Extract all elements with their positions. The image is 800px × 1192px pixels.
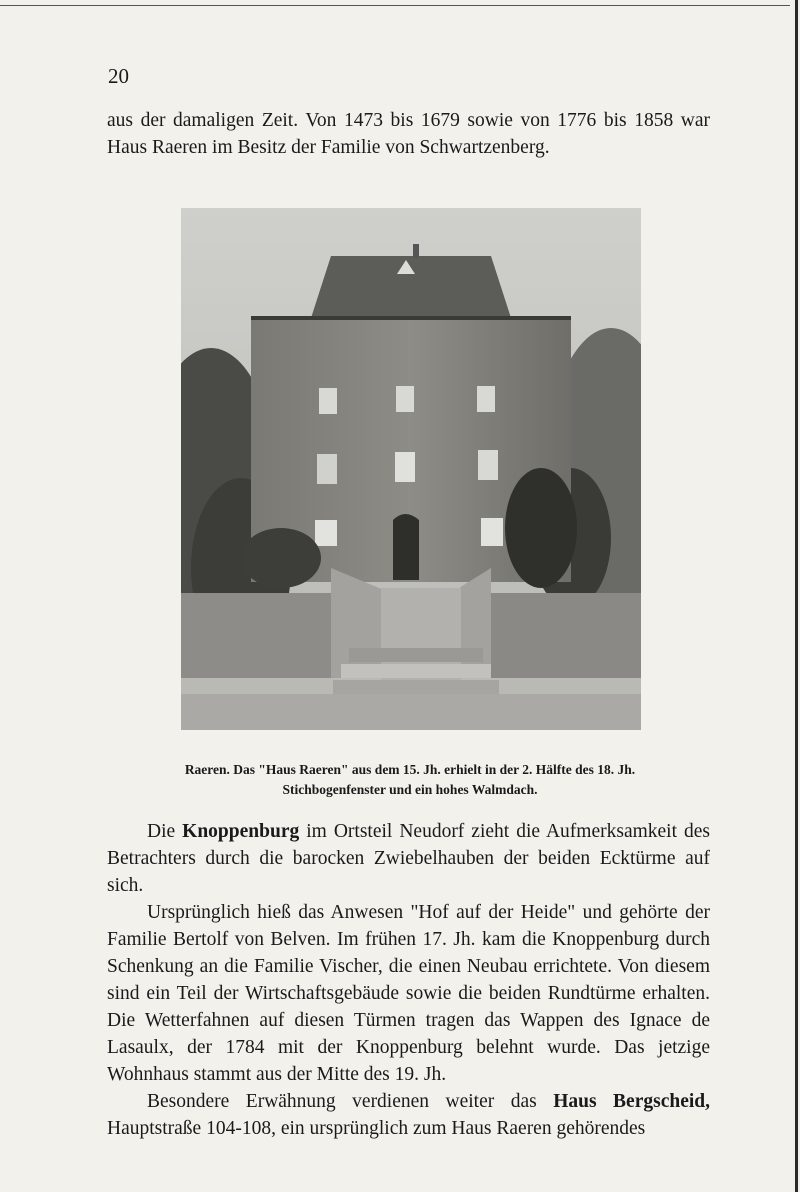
paragraph-text: Hauptstraße 104-108, ein ursprünglich zum Haus Raeren gehörendes [107,1118,646,1139]
paragraph-text: Besondere Erwähnung verdienen weiter das [147,1091,554,1112]
paragraph-history: Ursprünglich hieß das Anwesen "Hof auf der Heide" und gehörte der Familie Bertolf von Belven. Im frühen 17. Jh. kam die Knoppenburg durch Schenkung an die Familie Vischer, die einen Neubau errichtete. Von diesem sind ein Teil der Wirtschaftsgebäude sowie die beiden Rundtürme erhalten. Die Wetterfahnen auf diesen Türmen tragen das Wappen des Ignace de Lasaulx, der 1784 mit der Knoppenburg belehnt wurde. Das jetzige Wohnhaus stammt aus der Mitte des 19. Jh. [107,902,710,1085]
page-number: 20 [108,64,129,88]
page-edge-shadow [795,0,798,1192]
paragraph-text: Die [147,821,183,842]
intro-text [107,107,710,161]
bold-term-bergscheid: Haus Bergscheid, [553,1091,710,1112]
house-photo [181,208,641,730]
caption-line-1: Raeren. Das "Haus Raeren" aus dem 15. Jh. erhielt in der 2. Hälfte des 18. Jh. [184,762,636,777]
body-text [107,818,710,1142]
paragraph-text: im Ortsteil Neudorf zieht die Aufmerksamkeit des Betrachters durch die barocken Zwiebelhauben der beiden Ecktürme auf sich. [107,821,711,896]
photo-caption [100,760,720,800]
bold-term-knoppenburg: Knoppenburg [182,821,300,842]
caption-line-2: Stichbogenfenster und ein hohes Walmdach. [282,782,538,797]
paragraph-knoppenburg [107,818,710,899]
paragraph-bergscheid [107,1088,710,1142]
intro-paragraph: aus der damaligen Zeit. Von 1473 bis 1679 sowie von 1776 bis 1858 war Haus Raeren im Besitz der Familie von Schwartzenberg. [107,110,710,158]
top-rule [0,5,790,6]
house-photo-drawing [181,208,641,730]
